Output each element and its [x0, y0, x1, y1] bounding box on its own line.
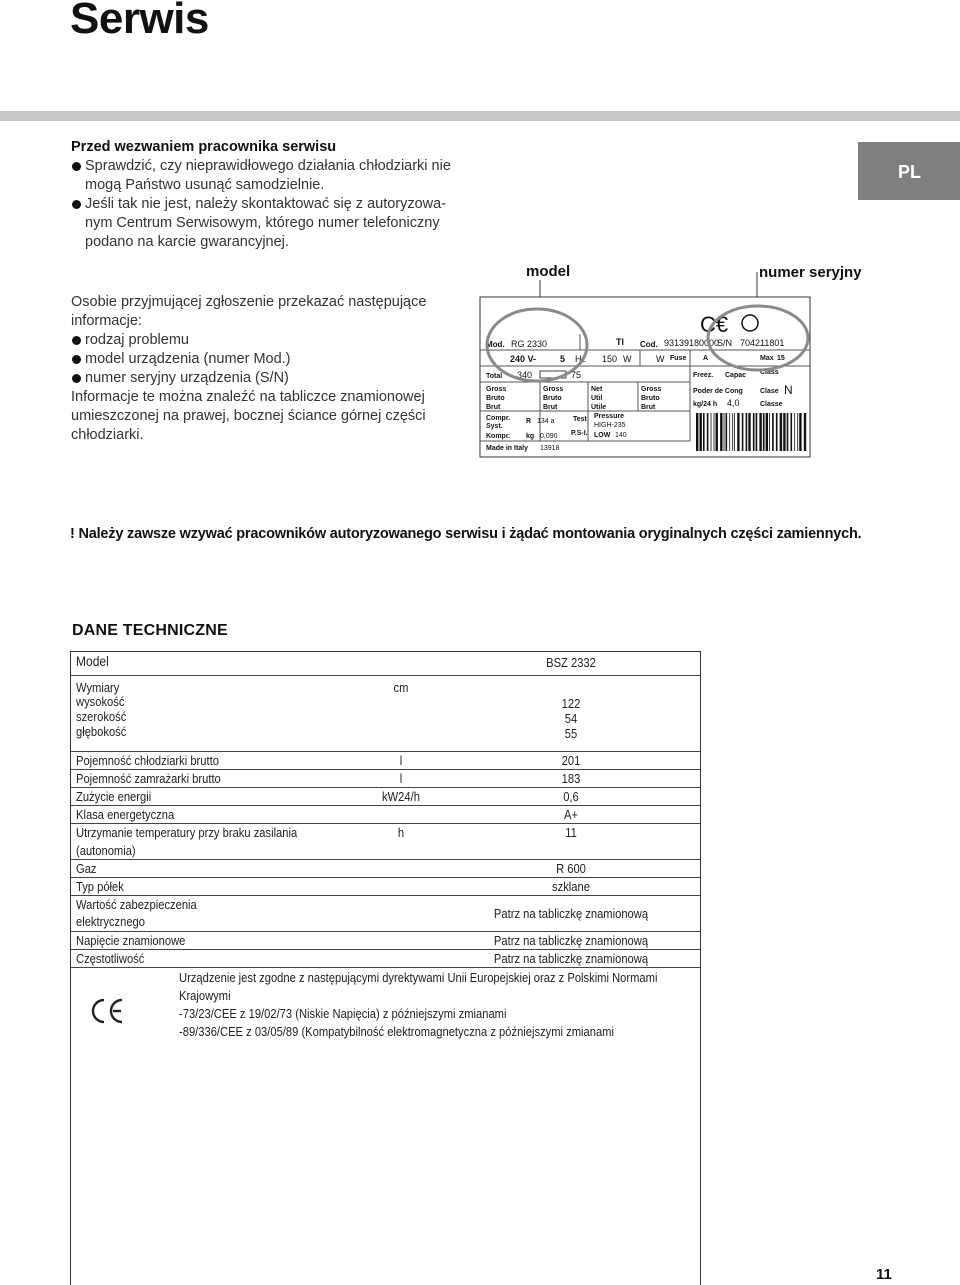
plate-bruto-1: Bruto: [486, 395, 505, 402]
model-value: BSZ 2332: [546, 655, 596, 670]
plate-utile: Utile: [591, 404, 607, 411]
table-row: [71, 823, 700, 859]
info-line-2: informacje:: [71, 313, 142, 329]
width-value: 54: [564, 711, 578, 726]
plate-clase: Clase: [760, 388, 779, 395]
plate-pressure: Pressure: [594, 413, 624, 420]
page-number: 11: [876, 1266, 892, 1283]
energy-label: Zużycie energii: [76, 789, 152, 804]
autonomy-label-1: Utrzymanie temperatury przy braku zasilania: [76, 825, 298, 840]
ce-line-4: -89/336/CEE z 03/05/89 (Kompatybilność elektromagnetyczna z późniejszymi zmianami: [179, 1024, 614, 1039]
plate-w: W: [623, 354, 632, 364]
table-row: [71, 769, 700, 787]
plate-watts: 150: [602, 354, 618, 364]
table-row: [71, 931, 700, 949]
freezer-unit: l: [399, 771, 403, 786]
plate-total: Total: [486, 373, 503, 380]
height-value: 122: [561, 696, 581, 711]
plate-high: HIGH-235: [594, 422, 626, 429]
plate-mod: Mod.: [486, 340, 505, 349]
depth-value: 55: [564, 726, 578, 741]
ce-line-3: -73/23/CEE z 19/02/73 (Niskie Napięcia) z późniejszymi zmianami: [179, 1006, 507, 1021]
plate-sn-value: 704211801: [740, 338, 785, 348]
ce-line-2: Krajowymi: [179, 988, 231, 1003]
plate-sn: S/N: [717, 338, 733, 348]
shelves-label: Typ półek: [76, 879, 124, 894]
before-call-heading: Przed wezwaniem pracownika serwisu: [71, 139, 337, 155]
info-line-1: Osobie przyjmującej zgłoszenie przekazać następujące: [71, 294, 427, 310]
plate-kg24-value: 4,0: [727, 398, 740, 408]
plate-util: Util: [591, 395, 603, 402]
tech-data-title: DANE TECHNICZNE: [72, 622, 228, 639]
plate-bruto-3: Bruto: [641, 395, 660, 402]
class-value: A+: [563, 807, 578, 822]
voltage-label: Napięcie znamionowe: [76, 933, 186, 948]
fuse-value: Patrz na tabliczkę znamionową: [493, 906, 649, 921]
info-bullet-1: rodzaj problemu: [71, 331, 461, 350]
language-tab: PL: [858, 142, 960, 200]
voltage-value: Patrz na tabliczkę znamionową: [493, 933, 649, 948]
plate-brut-2: Brut: [543, 404, 558, 411]
fridge-value: 201: [561, 753, 581, 768]
info-para-1: Informacje te można znaleźć na tabliczce znamionowej: [71, 389, 425, 405]
gas-value: R 600: [556, 861, 586, 876]
plate-brut-3: Brut: [641, 404, 656, 411]
energy-value: 0,6: [563, 789, 579, 804]
plate-made-value: 13918: [540, 445, 560, 452]
plate-kompr: Kompr.: [486, 433, 511, 440]
freezer-value: 183: [561, 771, 581, 786]
plate-serial-label: numer seryjny: [759, 264, 862, 281]
plate-hz: Hz: [575, 354, 586, 364]
plate-compr: Compr.: [486, 415, 511, 422]
table-row: [71, 877, 700, 895]
table-row: [71, 675, 700, 751]
info-para-2: umieszczonej na prawej, bocznej ściance górnej części: [71, 408, 426, 424]
table-row: [71, 652, 700, 675]
before-call-item-1a: Sprawdzić, czy nieprawidłowego działania chłodziarki nie: [85, 158, 451, 174]
table-row: [71, 751, 700, 769]
freq-value: Patrz na tabliczkę znamionową: [493, 951, 649, 966]
depth-label: głębokość: [76, 724, 127, 739]
freezer-label: Pojemność zamrażarki brutto: [76, 771, 221, 786]
table-row: [71, 949, 700, 967]
dims-unit: cm: [393, 680, 409, 695]
before-call-item-2a: Jeśli tak nie jest, należy skontaktować się z autoryzowa-: [85, 196, 447, 212]
before-call-item-2b: nym Centrum Serwisowym, którego numer telefoniczny: [85, 215, 440, 231]
plate-hz-prefix: 5: [560, 354, 566, 364]
plate-kg-value: 0,090: [540, 433, 558, 440]
info-bullet-2: model urządzenia (numer Mod.): [71, 350, 461, 369]
plate-psi: P.S-I.: [571, 430, 588, 437]
table-row: [71, 787, 700, 805]
table-row: [71, 805, 700, 823]
ce-mark-icon: C€: [700, 312, 729, 337]
autonomy-unit: h: [397, 825, 405, 840]
plate-capac: Capac: [725, 372, 747, 379]
plate-brut-1: Brut: [486, 404, 501, 411]
dims-label: Wymiary: [76, 680, 120, 695]
width-label: szerokość: [76, 709, 127, 724]
table-row: [71, 859, 700, 877]
plate-freez: Freez.: [693, 372, 714, 379]
plate-poder: Poder de Cong: [693, 388, 743, 395]
plate-total-value: 340: [517, 370, 533, 380]
model-label: Model: [76, 653, 109, 669]
plate-class: Class: [760, 369, 779, 376]
plate-test: Test: [573, 416, 587, 423]
plate-max-value: 15: [777, 355, 785, 362]
autonomy-label-2: (autonomia): [76, 843, 136, 858]
plate-low: LOW: [594, 432, 611, 439]
freq-label: Częstotliwość: [76, 951, 145, 966]
info-bullet-3: numer seryjny urządzenia (S/N): [71, 369, 461, 388]
plate-cod: Cod.: [640, 340, 658, 349]
shelves-value: szklane: [552, 879, 590, 894]
plate-clase-value: N: [784, 383, 793, 397]
table-row: [71, 967, 700, 1047]
plate-gross-3: Gross: [641, 386, 662, 393]
rating-plate: [0, 0, 960, 520]
height-label: wysokość: [76, 694, 125, 709]
plate-syst: Syst.: [486, 423, 503, 430]
before-call-item-1b: mogą Państwo usunąć samodzielnie.: [85, 177, 325, 193]
tech-table: [70, 651, 701, 1285]
energy-unit: kW24/h: [382, 789, 420, 804]
table-row: [71, 895, 700, 931]
fuse-label-2: elektrycznego: [76, 914, 145, 929]
page-title: Serwis: [70, 0, 209, 43]
plate-made: Made in Italy: [486, 445, 529, 452]
fridge-label: Pojemność chłodziarki brutto: [76, 753, 219, 768]
plate-kg24: kg/24 h: [693, 401, 718, 408]
plate-r: R: [526, 418, 532, 425]
plate-cod-value: 93139180000: [664, 338, 720, 348]
plate-a: A: [703, 355, 709, 362]
info-para-3: chłodziarki.: [71, 427, 144, 443]
fridge-unit: l: [399, 753, 403, 768]
plate-classe: Classe: [760, 401, 783, 408]
class-label: Klasa energetyczna: [76, 807, 175, 822]
plate-tl: Tl: [616, 337, 624, 347]
autonomy-value: 11: [565, 825, 577, 840]
gas-label: Gaz: [76, 861, 97, 876]
plate-fuse: Fuse: [670, 355, 687, 362]
ce-line-1: Urządzenie jest zgodne z następującymi dyrektywami Unii Europejskiej oraz z Polskimi Normami: [179, 970, 658, 985]
plate-bruto-2: Bruto: [543, 395, 562, 402]
plate-w2: W: [656, 354, 665, 364]
before-call-item-2c: podano na karcie gwarancyjnej.: [85, 234, 289, 250]
plate-star-value: 75: [571, 370, 582, 380]
service-note: ! Należy zawsze wzywać pracowników autoryzowanego serwisu i żądać montowania oryginalnych części zamiennych.: [70, 526, 862, 542]
plate-kg: kg: [526, 433, 535, 440]
plate-mod-value: RG 2330: [511, 339, 548, 349]
plate-gross-1: Gross: [486, 386, 507, 393]
fuse-label-1: Wartość zabezpieczenia: [76, 897, 197, 912]
plate-r-value: 134 a: [537, 418, 555, 425]
plate-net: Net: [591, 386, 603, 393]
ce-mark-icon: [88, 996, 128, 1026]
plate-max: Max: [760, 355, 774, 362]
plate-gross-2: Gross: [543, 386, 564, 393]
plate-low-value: 140: [615, 432, 627, 439]
plate-volt: 240 V-: [510, 354, 537, 364]
plate-model-label: model: [526, 263, 571, 280]
